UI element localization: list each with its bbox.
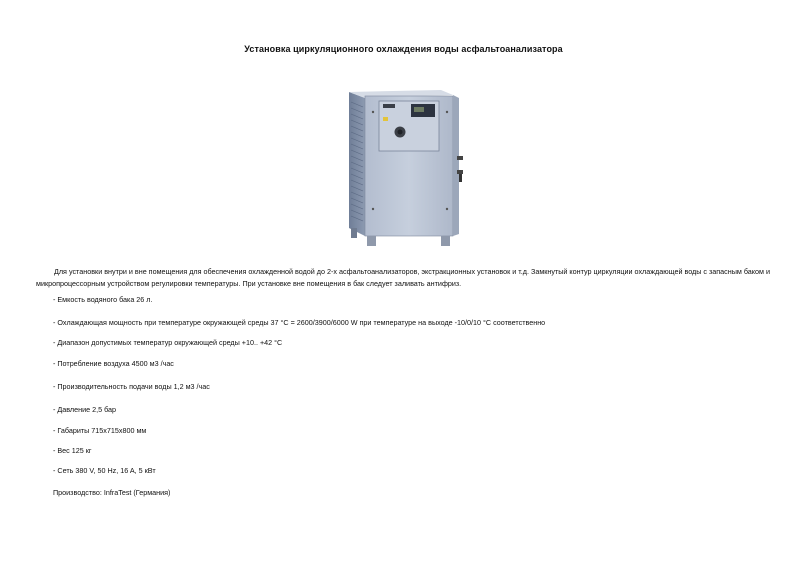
spec-item: - Охлаждающая мощность при температуре окружающей среды 37 °C = 2600/3900/6000 W при температуре на выходе -10/0/10 °C соответственно (53, 318, 546, 327)
page-title: Установка циркуляционного охлаждения воды асфальтоанализатора (244, 44, 563, 54)
spec-item: - Вес 125 кг (53, 446, 92, 455)
spec-item: - Диапазон допустимых температур окружающей среды +10.. +42 °C (53, 338, 283, 347)
spec-item: - Производительность подачи воды 1,2 м3 /час (53, 382, 210, 391)
spec-item: - Сеть 380 V, 50 Hz, 16 A, 5 кВт (53, 466, 156, 475)
chiller-unit-photo (343, 88, 465, 250)
spec-item: - Габариты 715x715x800 мм (53, 426, 147, 435)
manufacturer-line: Производство: InfraTest (Германия) (53, 488, 171, 497)
spec-item: - Потребление воздуха 4500 м3 /час (53, 359, 174, 368)
spec-item: - Давление 2,5 бар (53, 405, 117, 414)
spec-item: - Емкость водяного бака 26 л. (53, 295, 153, 304)
intro-paragraph: Для установки внутри и вне помещения для обеспечения охлажденной водой до 2-х асфальтоанализаторов, экстракционных установок и т.д. Замкнутый контур циркуляции охлаждающей воды с запасным баком и микропроцессорным устройством регулировки температуры. При установке вне помещения в бак следует заливать антифриз. (36, 267, 770, 288)
